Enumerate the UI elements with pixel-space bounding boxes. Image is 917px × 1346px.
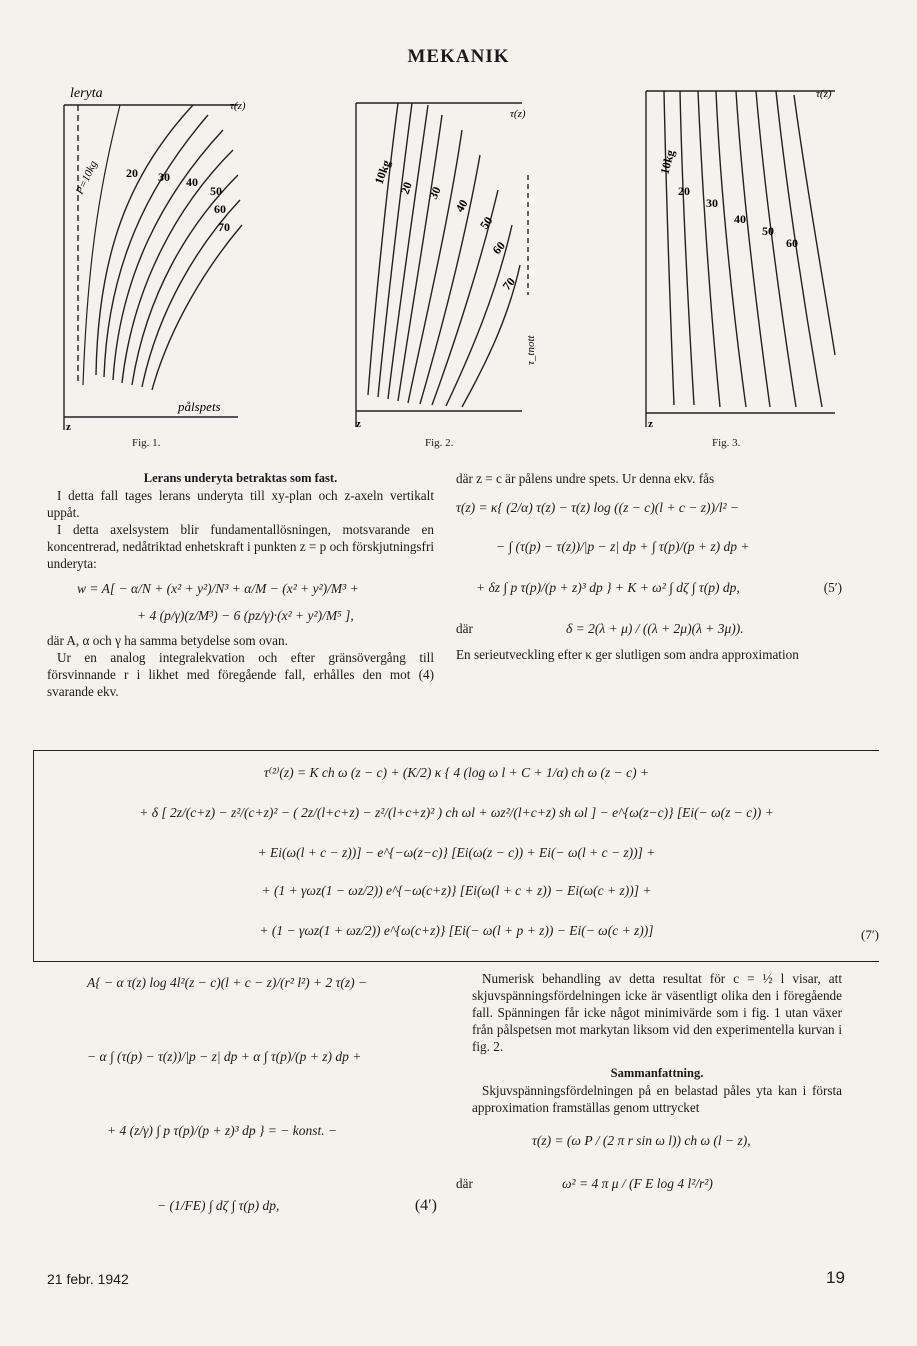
- eq7-line1: τ⁽²⁾(z) = K ch ω (z − c) + (K/2) κ { 4 (log ω l + C + 1/α) ch ω (z − c) +: [263, 765, 650, 780]
- fig1-label-pile-tip: pålspets: [178, 399, 221, 414]
- lower-right-column: [456, 970, 842, 1197]
- left-column: [47, 470, 434, 700]
- fig2-contour-20: 20: [397, 179, 415, 197]
- left-paragraph-2: I detta axelsystem blir fundamentallösningen, motsvarande en koncentrerad, nedåtriktad enhetskraft i punkten z = p och förskjutningsfri underyta:: [47, 522, 434, 571]
- fig2-caption: Fig. 2.: [425, 437, 454, 449]
- equation-4-line4: − (1/FE) ∫ dζ ∫ τ(p) dp,: [157, 1198, 280, 1213]
- fig3-contour-30: 30: [706, 196, 718, 210]
- equation-4-block: [47, 975, 437, 1215]
- equation-w-line2: + 4 (p/γ)(z/M³) − 6 (pz/γ)·(x² + y²)/M⁵ ],: [137, 608, 354, 623]
- lower-right-paragraph-2: Skjuvspänningsfördelningen på en belastad påles yta kan i första approximation framställas genom uttrycket: [472, 1083, 842, 1115]
- fig1-contour-40: 40: [186, 175, 198, 189]
- left-heading: Lerans underyta betraktas som fast.: [143, 471, 338, 485]
- equation-5-line1: τ(z) = κ{ (2/α) τ(z) − τ(z) log ((z − c)(l + c − z))/l² −: [456, 500, 739, 515]
- fig3-label-z: z: [648, 418, 653, 430]
- right-paragraph-1: där z = c är pålens undre spets. Ur denna ekv. fås: [456, 471, 715, 486]
- fig2-label-load: 10kg: [371, 158, 394, 187]
- fig3-label-load: 10kg: [657, 148, 678, 176]
- figure-2: [350, 95, 537, 435]
- equation-w-line1: w = A[ − α/N + (x² + y²)/N³ + α/M − (x² + y²)/M³ +: [77, 581, 359, 596]
- fig2-contour-60: 60: [489, 238, 509, 257]
- equation-tau-summary: τ(z) = (ω P / (2 π r sin ω l)) ch ω (l − z),: [532, 1133, 751, 1148]
- fig1-label-tau: τ(z): [230, 100, 246, 112]
- fig1-label-z: z: [66, 421, 71, 433]
- boxed-equation-7: [33, 750, 879, 962]
- fig2-contour-30: 30: [426, 184, 444, 202]
- equation-4-line2: − α ∫ (τ(p) − τ(z))/|p − z| dp + α ∫ τ(p)/(p + z) dp +: [87, 1049, 362, 1064]
- left-paragraph-1: I detta fall tages lerans underyta till xy-plan och z-axeln vertikalt uppåt.: [47, 488, 434, 520]
- fig3-label-tau: τ(z): [816, 88, 832, 100]
- fig3-contour-50: 50: [762, 224, 774, 238]
- fig2-contour-40: 40: [452, 197, 471, 215]
- equation-5-line3: + δz ∫ p τ(p)/(p + z)³ dp } + K + ω² ∫ dζ ∫ τ(p) dp,: [476, 580, 740, 595]
- right-where: där: [456, 621, 473, 636]
- figure-3: [640, 85, 840, 430]
- eq7-line2: + δ [ 2z/(c+z) − z²/(c+z)² − ( 2z/(l+c+z) − z²/(l+c+z)² ) ch ωl + ωz²/(l+c+z) sh ωl ] − e^{ω(z−c)} [Ei(− ω(z − c)) +: [139, 805, 774, 820]
- equation-5-number: (5′): [823, 580, 842, 595]
- summary-heading: Sammanfattning.: [610, 1066, 704, 1080]
- fig2-label-tau-friction: τ_tnott: [525, 335, 537, 365]
- fig1-label-load: P=10kg: [73, 158, 100, 197]
- left-paragraph-3: där A, α och γ ha samma betydelse som ovan.: [47, 633, 288, 648]
- fig1-contour-70: 70: [218, 220, 230, 234]
- fig3-contour-40: 40: [734, 212, 746, 226]
- equation-5-line2: − ∫ (τ(p) − τ(z))/|p − z| dp + ∫ τ(p)/(p + z) dp +: [496, 539, 750, 554]
- eq7-number: (7′): [860, 927, 879, 942]
- fig1-caption: Fig. 1.: [132, 437, 161, 449]
- footer-date: 21 febr. 1942: [47, 1271, 129, 1287]
- fig3-contour-20: 20: [678, 184, 690, 198]
- fig3-contour-60: 60: [786, 236, 798, 250]
- footer-page-number: 19: [826, 1268, 845, 1287]
- page-header: MEKANIK: [407, 46, 510, 67]
- figure-1: [58, 85, 248, 435]
- fig2-label-z: z: [356, 418, 361, 430]
- equation-4-line3: + 4 (z/γ) ∫ p τ(p)/(p + z)³ dp } = − konst. −: [107, 1123, 338, 1138]
- eq7-line4: + (1 + γωz(1 − ωz/2)) e^{−ω(c+z)} [Ei(ω(l + c + z)) − Ei(ω(c + z))] +: [261, 883, 652, 898]
- fig1-contour-30: 30: [158, 170, 170, 184]
- equation-omega: ω² = 4 π μ / (F E log 4 l²/r²): [562, 1176, 713, 1191]
- equation-4-number: (4′): [414, 1197, 437, 1214]
- lower-right-where: där: [456, 1176, 473, 1191]
- eq7-line3: + Ei(ω(l + c − z))] − e^{−ω(z−c)} [Ei(ω(z − c)) + Ei(− ω(l + c − z))] +: [257, 845, 656, 860]
- fig2-contour-70: 70: [499, 274, 519, 293]
- fig2-contour-50: 50: [476, 213, 496, 232]
- fig3-caption: Fig. 3.: [712, 437, 741, 449]
- eq7-line5: + (1 − γωz(1 + ωz/2)) e^{ω(c+z)} [Ei(− ω(l + p + z)) − Ei(− ω(c + z))]: [259, 923, 654, 938]
- fig2-label-tau: τ(z): [510, 108, 526, 120]
- fig1-contour-50: 50: [210, 184, 222, 198]
- fig1-contour-20: 20: [126, 166, 138, 180]
- fig1-label-surface: leryta: [70, 86, 103, 101]
- lower-right-paragraph-1: Numerisk behandling av detta resultat för c = ½ l visar, att skjuvspänningsfördelningen icke är väsentligt olika den i föregående fall. Spänningen får icke något minimivärde som i fig. 1 utan växer från pålspetsen mot markytan liksom vid den experimentella kurvan i fig. 2.: [472, 971, 842, 1054]
- fig1-contour-60: 60: [214, 202, 226, 216]
- equation-4-line1: A{ − α τ(z) log 4l²(z − c)(l + c − z)/(r² l²) + 2 τ(z) −: [87, 975, 368, 990]
- equation-delta: δ = 2(λ + μ) / ((λ + 2μ)(λ + 3μ)).: [566, 621, 744, 636]
- right-column: [456, 470, 842, 663]
- right-paragraph-2: En serieutveckling efter κ ger slutligen som andra approximation: [456, 647, 799, 662]
- left-paragraph-4: Ur en analog integralekvation och efter gränsövergång till försvinnande r i likhet med föregående fall, erhålles den mot (4) svarande ekv.: [47, 650, 434, 699]
